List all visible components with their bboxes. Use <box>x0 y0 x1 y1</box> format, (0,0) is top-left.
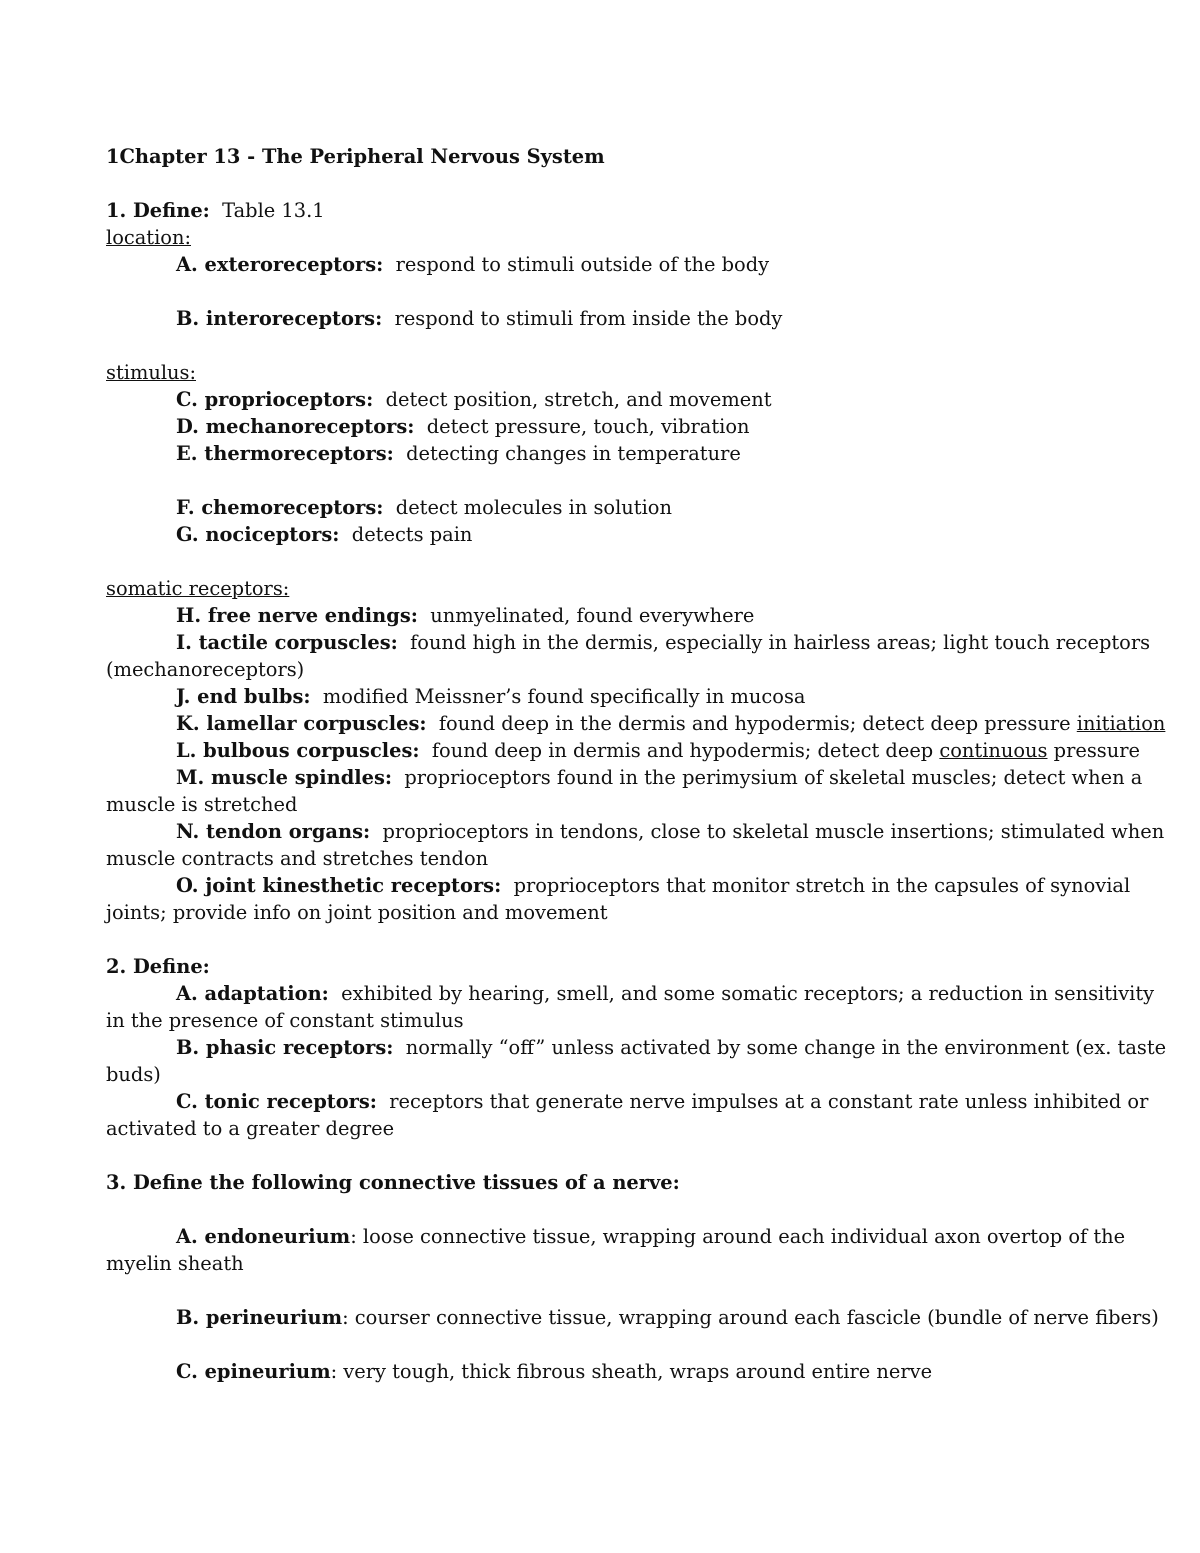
q1-item-i-cont: (mechanoreceptors) <box>106 658 305 681</box>
q1-item-m <box>106 764 1143 791</box>
term: M. muscle spindles: <box>176 766 393 789</box>
q1-item-j <box>106 683 1116 710</box>
term: A. endoneurium <box>176 1225 351 1248</box>
definition: detect pressure, touch, vibration <box>426 415 750 438</box>
term: B. phasic receptors: <box>176 1036 394 1059</box>
term: A. exteroreceptors: <box>176 253 384 276</box>
term: F. chemoreceptors: <box>176 496 384 519</box>
definition: detect position, stretch, and movement <box>385 388 772 411</box>
q2-item-b <box>106 1034 1167 1061</box>
q1-item-o <box>106 872 1131 899</box>
q2-item-b-cont: buds) <box>106 1063 161 1086</box>
term: J. end bulbs: <box>176 685 311 708</box>
q3-item-b <box>106 1304 1159 1331</box>
term: C. epineurium <box>176 1360 331 1383</box>
page-title: 1Chapter 13 - The Peripheral Nervous System <box>106 145 605 168</box>
emphasis: initiation <box>1076 712 1166 735</box>
definition: proprioceptors that monitor stretch in the capsules of synovial <box>513 874 1131 897</box>
emphasis: continuous <box>939 739 1048 762</box>
q3-label: 3. Define the following connective tissues of a nerve: <box>106 1171 680 1194</box>
q1-item-m-cont: muscle is stretched <box>106 793 298 816</box>
q1-item-o-cont: joints; provide info on joint position and movement <box>106 901 608 924</box>
term: C. tonic receptors: <box>176 1090 377 1113</box>
q1-item-f <box>106 494 1116 521</box>
term: H. free nerve endings: <box>176 604 418 627</box>
term: K. lamellar corpuscles: <box>176 712 427 735</box>
somatic-heading: somatic receptors: <box>106 577 290 600</box>
definition: exhibited by hearing, smell, and some somatic receptors; a reduction in sensitivity <box>341 982 1155 1005</box>
term: I. tactile corpuscles: <box>176 631 398 654</box>
q3-item-a <box>106 1223 1126 1250</box>
term: D. mechanoreceptors: <box>176 415 415 438</box>
q2-item-c-cont: activated to a greater degree <box>106 1117 395 1140</box>
definition: found deep in dermis and hypodermis; detect deep <box>431 739 934 762</box>
term: O. joint kinesthetic receptors: <box>176 874 502 897</box>
q2-item-a <box>106 980 1155 1007</box>
q1-header <box>106 197 1116 224</box>
q1-item-h <box>106 602 1116 629</box>
definition: found deep in the dermis and hypodermis; detect deep pressure <box>438 712 1071 735</box>
term: B. perineurium <box>176 1306 343 1329</box>
definition: detect molecules in solution <box>395 496 672 519</box>
definition: found high in the dermis, especially in hairless areas; light touch receptors <box>410 631 1151 654</box>
q3-item-a-cont: myelin sheath <box>106 1252 244 1275</box>
definition: modified Meissner’s found specifically in mucosa <box>322 685 806 708</box>
term: A. adaptation: <box>176 982 329 1005</box>
q1-item-d <box>106 413 1116 440</box>
q1-item-g <box>106 521 1116 548</box>
definition: receptors that generate nerve impulses at a constant rate unless inhibited or <box>389 1090 1149 1113</box>
term: C. proprioceptors: <box>176 388 374 411</box>
definition: respond to stimuli from inside the body <box>394 307 783 330</box>
document-page <box>106 143 1167 1385</box>
q1-ref: Table 13.1 <box>222 199 325 222</box>
term: B. interoreceptors: <box>176 307 383 330</box>
q1-item-i <box>106 629 1151 656</box>
definition: proprioceptors found in the perimysium of skeletal muscles; detect when a <box>404 766 1143 789</box>
q1-item-n <box>106 818 1165 845</box>
q2-label: 2. Define: <box>106 955 210 978</box>
q1-item-b <box>106 305 1116 332</box>
q1-item-a <box>106 251 1116 278</box>
term: G. nociceptors: <box>176 523 340 546</box>
term: E. thermoreceptors: <box>176 442 394 465</box>
q1-item-l <box>106 737 1140 764</box>
definition: proprioceptors in tendons, close to skeletal muscle insertions; stimulated when <box>382 820 1165 843</box>
definition: : loose connective tissue, wrapping around each individual axon overtop of the <box>350 1225 1126 1248</box>
q2-item-c <box>106 1088 1149 1115</box>
definition: respond to stimuli outside of the body <box>395 253 770 276</box>
term: N. tendon organs: <box>176 820 371 843</box>
definition: normally “off” unless activated by some change in the environment (ex. taste <box>405 1036 1167 1059</box>
definition: detects pain <box>351 523 473 546</box>
q1-item-c <box>106 386 1116 413</box>
q1-item-n-cont: muscle contracts and stretches tendon <box>106 847 489 870</box>
q1-item-e <box>106 440 1116 467</box>
definition: detecting changes in temperature <box>406 442 741 465</box>
q3-item-c <box>106 1358 1116 1385</box>
stimulus-heading: stimulus: <box>106 361 196 384</box>
definition: : courser connective tissue, wrapping around each fascicle (bundle of nerve fibers) <box>342 1306 1159 1329</box>
definition: unmyelinated, found everywhere <box>430 604 755 627</box>
definition: : very tough, thick fibrous sheath, wraps around entire nerve <box>330 1360 933 1383</box>
definition-end: pressure <box>1053 739 1140 762</box>
location-heading: location: <box>106 226 191 249</box>
term: L. bulbous corpuscles: <box>176 739 420 762</box>
q1-item-k <box>106 710 1166 737</box>
q2-item-a-cont: in the presence of constant stimulus <box>106 1009 464 1032</box>
q1-label: 1. Define: <box>106 199 210 222</box>
